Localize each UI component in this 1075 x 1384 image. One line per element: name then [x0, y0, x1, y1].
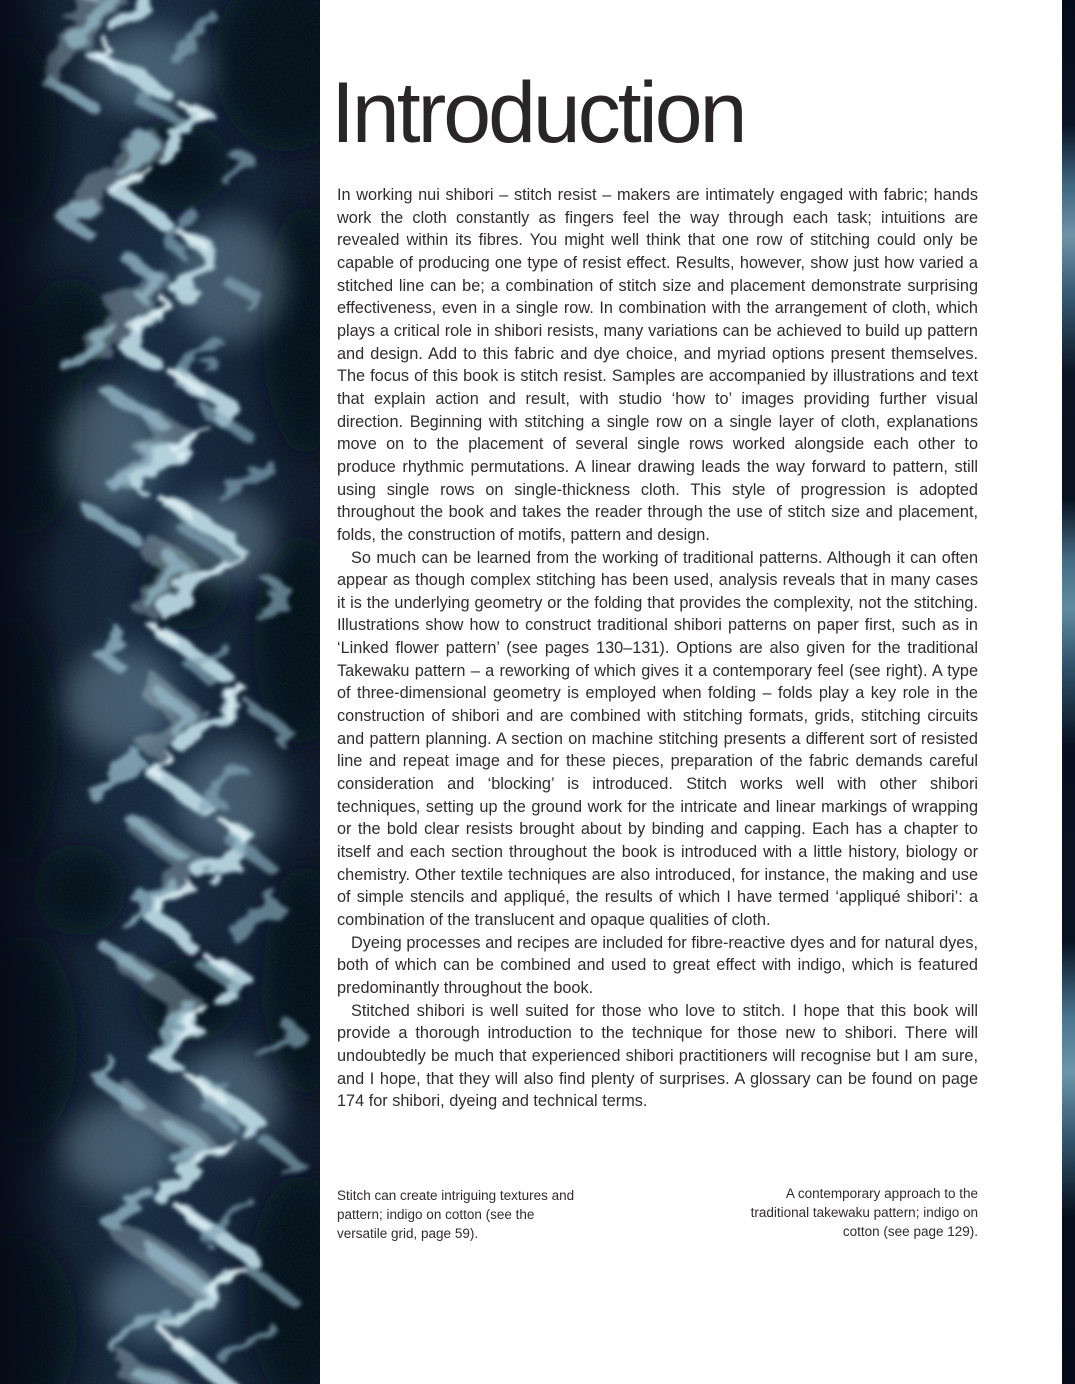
- body-text: [337, 184, 978, 1113]
- caption-left: Stitch can create intriguing textures and pattern; indigo on cotton (see the versatile grid, page 59).: [337, 1187, 575, 1241]
- chapter-title: Introduction: [331, 65, 745, 161]
- paragraph: Dyeing processes and recipes are included for fibre-reactive dyes and for natural dyes, both of which can be combined and used to great effect with indigo, which is featured predominantly throughout the book.: [337, 933, 978, 997]
- paragraph: In working nui shibori – stitch resist – makers are intimately engaged with fabric; hands work the cloth constantly as fingers feel the way through each task; intuitions are revealed within its fibres. You might well think that one row of stitching could only be capable of producing one type of resist effect. Results, however, show just how varied a stitched line can be; a combination of stitch size and placement demonstrate surprising effectiveness, even in a single row. In combination with the arrangement of cloth, which plays a critical role in shibori resists, many variations can be achieved to build up pattern and design. Add to this fabric and dye choice, and myriad options present themselves. The focus of this book is stitch resist. Samples are accompanied by illustrations and text that explain action and result, with studio ‘how to’ images providing further visual direction. Beginning with stitching a single row on a single layer of cloth, explanations move on to the placement of several single rows worked alongside each other to produce rhythmic permutations. A linear drawing leads the way forward to pattern, still using single rows on single-thickness cloth. This style of progression is adopted throughout the book and takes the reader through the use of stitch size and placement, folds, the construction of motifs, pattern and design.: [337, 186, 978, 544]
- left-fabric-image: [0, 0, 320, 1384]
- paragraph: So much can be learned from the working of traditional patterns. Although it can often appear as though complex stitching has been used, analysis reveals that in many cases it is the underlying geometry or the folding that provides the complexity, not the stitching. Illustrations show how to construct traditional shibori patterns on paper first, such as in ‘Linked flower pattern’ (see pages 130–131). Options are also given for the traditional Takewaku pattern – a reworking of which gives it a contemporary feel (see right). A type of three-dimensional geometry is employed when folding – folds play a key role in the construction of shibori and are combined with stitching formats, grids, stitching circuits and pattern planning. A section on machine stitching presents a different sort of resisted line and repeat image and for these pieces, preparation of the fabric demands careful consideration and ‘blocking’ is introduced. Stitch works well with other shibori techniques, setting up the ground work for the intricate and linear markings of wrapping or the bold clear resists brought about by binding and capping. Each has a chapter to itself and each section throughout the book is introduced with a little history, biology or chemistry. Other textile techniques are also introduced, for instance, the making and use of simple stencils and appliqué, the results of which I have termed ‘appliqué shibori’: a combination of the translucent and opaque qualities of cloth.: [337, 548, 978, 929]
- shibori-fabric-photo: [0, 0, 320, 1384]
- right-page-edge-image: [1062, 0, 1075, 1384]
- paragraph: Stitched shibori is well suited for those who love to stitch. I hope that this book will provide a thorough introduction to the technique for those new to shibori. There will undoubtedly be much that experienced shibori practitioners will recognise but I am sure, and I hope, that they will also find plenty of surprises. A glossary can be found on page 174 for shibori, dyeing and technical terms.: [337, 1001, 978, 1111]
- caption-right: A contemporary approach to the traditional takewaku pattern; indigo on cotton (see page 129).: [750, 1185, 978, 1239]
